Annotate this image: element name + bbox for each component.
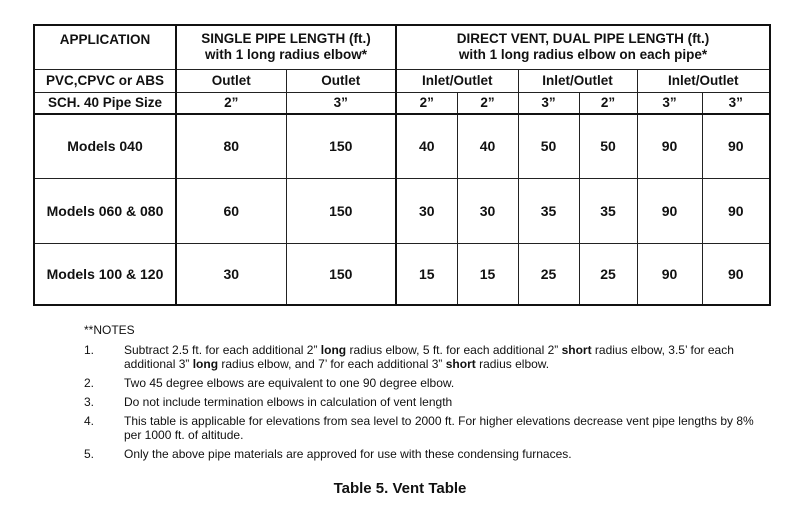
value-cell: 25 [579,243,637,305]
value-cell: 90 [702,243,770,305]
size-cell: 2” [579,92,637,114]
note-text-part: radius elbow, and 7’ for each additional 3” [218,357,446,371]
dual-pipe-header-line2: with 1 long radius elbow on each pipe* [458,47,708,63]
note-number: 1. [84,343,95,357]
note-text-part: radius elbow. [475,357,550,371]
note-text: Two 45 degree elbows are equivalent to one 90 degree elbow. [124,376,455,390]
note-text [124,343,764,371]
value-cell: 30 [176,243,286,305]
note-text: Do not include termination elbows in calculation of vent length [124,395,453,409]
value-cell: 150 [286,178,396,243]
note-emphasis: long [192,357,219,371]
value-cell: 35 [518,178,579,243]
single-pipe-header-line1: SINGLE PIPE LENGTH (ft.) [201,31,371,47]
note-number: 2. [84,376,95,390]
model-label: Models 060 & 080 [34,178,176,243]
value-cell: 35 [579,178,637,243]
value-cell: 30 [457,178,518,243]
size-cell: 3” [637,92,702,114]
material-cell: Outlet [176,69,286,92]
size-cell: 2” [396,92,457,114]
note-number: 5. [84,447,95,461]
value-cell: 90 [702,178,770,243]
material-cell: Inlet/Outlet [396,69,518,92]
value-cell: 50 [518,114,579,178]
model-label: Models 040 [34,114,176,178]
note-emphasis: short [445,357,476,371]
value-cell: 15 [457,243,518,305]
note-item [84,447,764,461]
vent-table [33,24,771,306]
header-row [34,25,770,69]
table-row [34,243,770,305]
value-cell: 150 [286,243,396,305]
note-item [84,376,764,390]
value-cell: 25 [518,243,579,305]
value-cell: 150 [286,114,396,178]
value-cell: 50 [579,114,637,178]
note-emphasis: short [561,343,592,357]
notes-section [84,323,764,466]
note-number: 3. [84,395,95,409]
size-cell: 3” [702,92,770,114]
note-text-part: radius elbow, 3.5’ for each additional 3” [124,343,734,371]
single-pipe-header [176,25,396,69]
value-cell: 80 [176,114,286,178]
value-cell: 90 [637,114,702,178]
notes-heading: **NOTES [84,323,135,337]
dual-pipe-header [396,25,770,69]
application-header: APPLICATION [34,25,176,69]
material-cell: Inlet/Outlet [637,69,770,92]
note-text: Only the above pipe materials are approved for use with these condensing furnaces. [124,447,572,461]
single-pipe-header-line2: with 1 long radius elbow* [205,47,368,63]
material-cell: Outlet [286,69,396,92]
size-cell: 3” [286,92,396,114]
value-cell: 90 [637,178,702,243]
value-cell: 90 [702,114,770,178]
size-label: SCH. 40 Pipe Size [34,92,176,114]
dual-pipe-header-line1: DIRECT VENT, DUAL PIPE LENGTH (ft.) [456,31,710,47]
note-item [84,395,764,409]
material-row [34,69,770,92]
material-label: PVC,CPVC or ABS [34,69,176,92]
model-label: Models 100 & 120 [34,243,176,305]
table-caption: Table 5. Vent Table [333,480,467,497]
note-emphasis: long [320,343,347,357]
table-row [34,114,770,178]
material-cell: Inlet/Outlet [518,69,637,92]
value-cell: 30 [396,178,457,243]
value-cell: 90 [637,243,702,305]
note-text-part: radius elbow, 5 ft. for each additional 2” [346,343,562,357]
size-cell: 2” [176,92,286,114]
value-cell: 40 [396,114,457,178]
value-cell: 60 [176,178,286,243]
size-cell: 3” [518,92,579,114]
size-cell: 2” [457,92,518,114]
note-item [84,343,764,371]
note-item [84,414,764,442]
note-text: This table is applicable for elevations from sea level to 2000 ft. For higher elevations decrease vent pipe lengths by 8% per 1000 ft. of altitude. [124,414,754,442]
table-row [34,178,770,243]
value-cell: 40 [457,114,518,178]
note-text-part: Subtract 2.5 ft. for each additional 2” [124,343,321,357]
value-cell: 15 [396,243,457,305]
size-row [34,92,770,114]
note-number: 4. [84,414,95,428]
